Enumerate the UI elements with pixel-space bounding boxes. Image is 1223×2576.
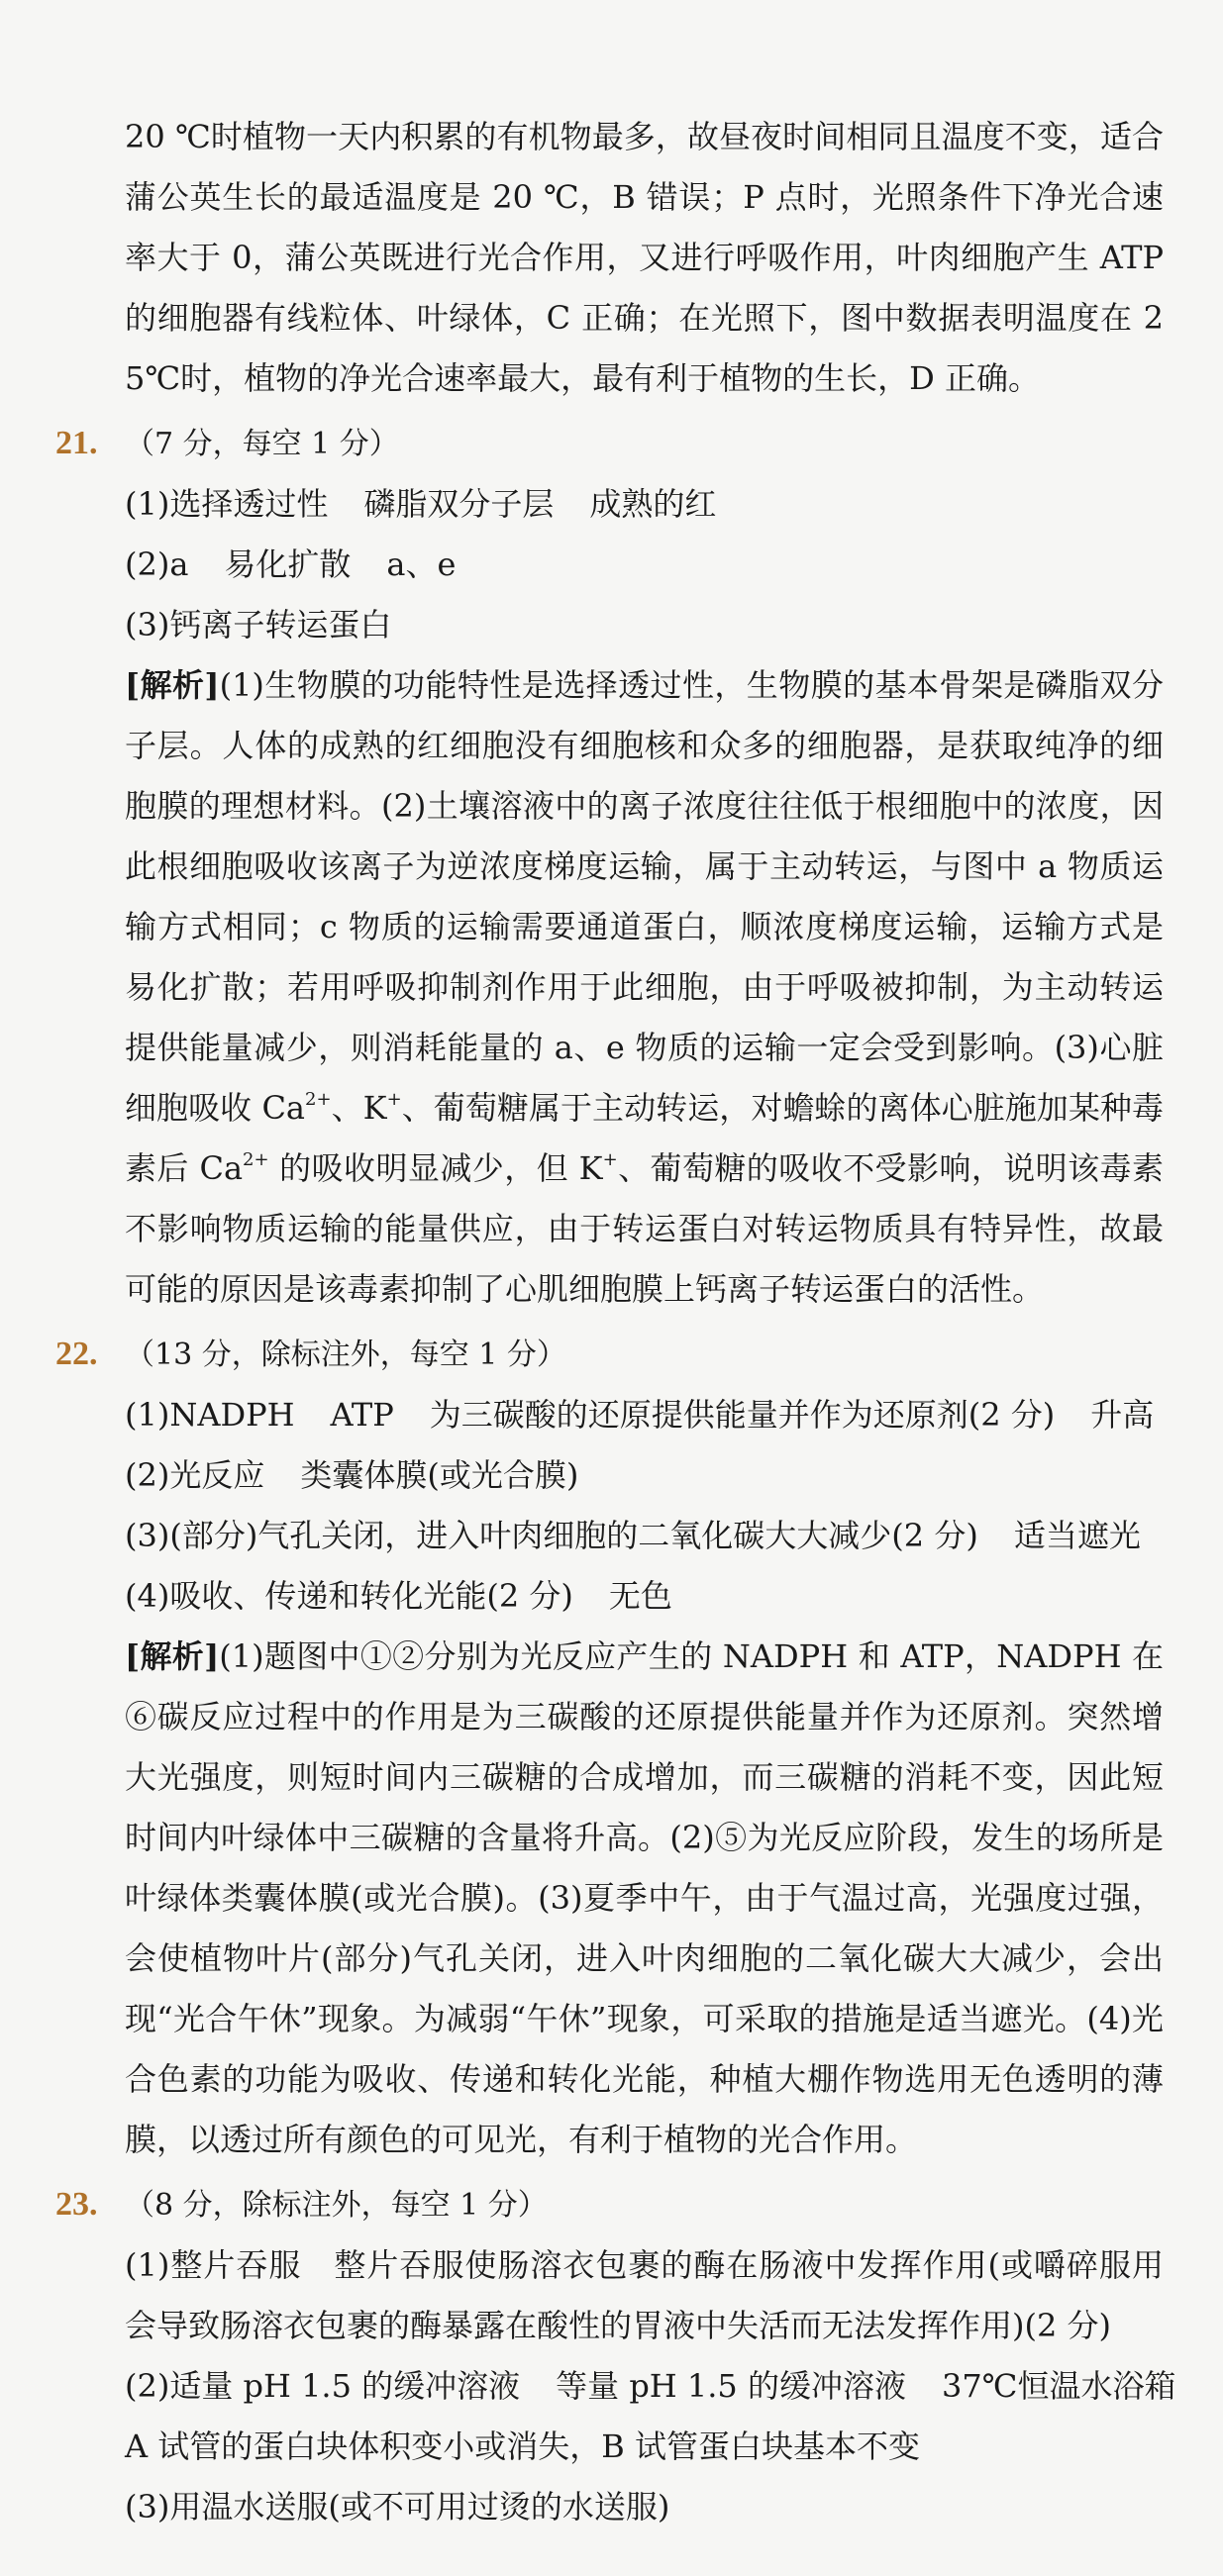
question-22 (55, 1324, 1164, 2170)
answer-blank: 磷脂双分子层 (363, 485, 555, 523)
superscript: + (602, 1149, 618, 1170)
superscript: 2+ (305, 1089, 332, 1110)
score-info: （8 分，除标注外，每空 1 分） (125, 2188, 548, 2223)
score-info: （7 分，每空 1 分） (125, 427, 399, 461)
answer-line-3: (3)钙离子转运蛋白 (125, 606, 392, 644)
superscript: 2+ (243, 1149, 269, 1170)
question-21 (55, 413, 1164, 1320)
analysis-text: 、葡萄糖属于主动转运，对蟾蜍的离体心脏施加某种毒素后 Ca (125, 1089, 1164, 1187)
answer-blank: (1)NADPH (125, 1396, 295, 1434)
question-number: 23. (55, 2186, 98, 2223)
question-22-header (55, 1324, 1164, 1385)
question-23-header (55, 2174, 1164, 2235)
answer-blank: 37℃恒温水浴箱 (941, 2367, 1176, 2405)
analysis-text: 、K (331, 1089, 387, 1127)
answer-blank: (4)吸收、传递和转化光能(2 分) (125, 1577, 573, 1615)
answer-line-3 (55, 1506, 1164, 1566)
analysis-tag: [解析] (125, 1637, 220, 1675)
answer-line-3: (3)用温水送服(或不可用过烫的水送服) (125, 2488, 670, 2526)
analysis-paragraph (55, 1627, 1164, 2170)
question-23 (55, 2174, 1176, 2537)
answer-blank: ATP (330, 1396, 394, 1434)
question-number: 21. (55, 425, 98, 461)
answer-blank: 为三碳酸的还原提供能量并作为还原剂(2 分) (429, 1396, 1056, 1434)
answer-line-2b: A 试管的蛋白块体积变小或消失，B 试管蛋白块基本不变 (125, 2427, 920, 2465)
score-info: （13 分，除标注外，每空 1 分） (125, 1338, 566, 1372)
analysis-tag: [解析] (125, 666, 220, 704)
answer-blank: (3)(部分)气孔关闭，进入叶肉细胞的二氧化碳大大减少(2 分) (125, 1517, 978, 1554)
answer-blank: 适当遮光 (1013, 1517, 1141, 1554)
answer-blank: 成熟的红 (589, 485, 717, 523)
answer-blank: (2)a (125, 545, 189, 583)
intro-paragraph: 20 ℃时植物一天内积累的有机物最多，故昼夜时间相同且温度不变，适合蒲公英生长的最适温度是 20 ℃，B 错误；P 点时，光照条件下净光合速率大于 0，蒲公英既进行光合作用，又进行呼吸作用，叶肉细胞产生 ATP 的细胞器有线粒体、叶绿体，C 正确；在光照下，图中数据表明温度在 25℃时，植物的净光合速率最大，最有利于植物的生长，D 正确。 (125, 118, 1164, 397)
analysis-text: (1)题图中①②分别为光反应产生的 NADPH 和 ATP，NADPH 在⑥碳反应过程中的作用是为三碳酸的还原提供能量并作为还原剂。突然增大光强度，则短时间内三碳糖的合成增加，而三碳糖的消耗不变，因此短时间内叶绿体中三碳糖的含量将升高。(2)⑤为光反应阶段，发生的场所是叶绿体类囊体膜(或光合膜)。(3)夏季中午，由于气温过高，光强度过强，会使植物叶片(部分)气孔关闭，进入叶肉细胞的二氧化碳大大减少，会出现“光合午休”现象。为减弱“午休”现象，可采取的措施是适当遮光。(4)光合色素的功能为吸收、传递和转化光能，种植大棚作物选用无色透明的薄膜，以透过所有颜色的可见光，有利于植物的光合作用。 (125, 1637, 1164, 2158)
answer-blank: 易化扩散 (224, 545, 352, 583)
answer-line-1 (55, 1385, 1164, 1445)
answer-blank: (2)适量 pH 1.5 的缓冲溶液 (125, 2367, 521, 2405)
answer-line-2 (55, 2356, 1176, 2417)
answer-blank: 等量 pH 1.5 的缓冲溶液 (556, 2367, 906, 2405)
answer-blank: 升高 (1090, 1396, 1155, 1434)
answer-line-1: (1)整片吞服 整片吞服使肠溶衣包裹的酶在肠液中发挥作用(或嚼碎服用会导致肠溶衣包裹的酶暴露在酸性的胃液中失活而无法发挥作用)(2 分) (125, 2246, 1164, 2344)
answer-blank: (2)光反应 (125, 1456, 265, 1494)
answer-line-2 (55, 1445, 1164, 1506)
analysis-text: (1)生物膜的功能特性是选择透过性，生物膜的基本骨架是磷脂双分子层。人体的成熟的红细胞没有细胞核和众多的细胞器，是获取纯净的细胞膜的理想材料。(2)土壤溶液中的离子浓度往往低于根细胞中的浓度，因此根细胞吸收该离子为逆浓度梯度运输，属于主动转运，与图中 a 物质运输方式相同；c 物质的运输需要通道蛋白，顺浓度梯度运输，运输方式是易化扩散；若用呼吸抑制剂作用于此细胞，由于呼吸被抑制，为主动转运提供能量减少，则消耗能量的 a、e 物质的运输一定会受到影响。(3)心脏细胞吸收 Ca (125, 666, 1164, 1127)
question-21-header (55, 413, 1164, 474)
analysis-text: 、葡萄糖的吸收不受影响，说明该毒素不影响物质运输的能量供应，由于转运蛋白对转运物质具有特异性，故最可能的原因是该毒素抑制了心肌细胞膜上钙离子转运蛋白的活性。 (125, 1149, 1164, 1308)
answer-line-1 (55, 474, 1164, 535)
superscript: + (386, 1089, 402, 1110)
answer-blank: 无色 (608, 1577, 672, 1615)
analysis-paragraph (55, 655, 1164, 1320)
question-number: 22. (55, 1336, 98, 1372)
answer-line-2 (55, 535, 1164, 595)
answer-blank: 类囊体膜(或光合膜) (300, 1456, 579, 1494)
answer-blank: a、e (386, 545, 457, 583)
answer-blank: (1)选择透过性 (125, 485, 329, 523)
answer-line-4 (55, 1566, 1164, 1627)
analysis-text: 的吸收明显减少，但 K (268, 1149, 603, 1187)
